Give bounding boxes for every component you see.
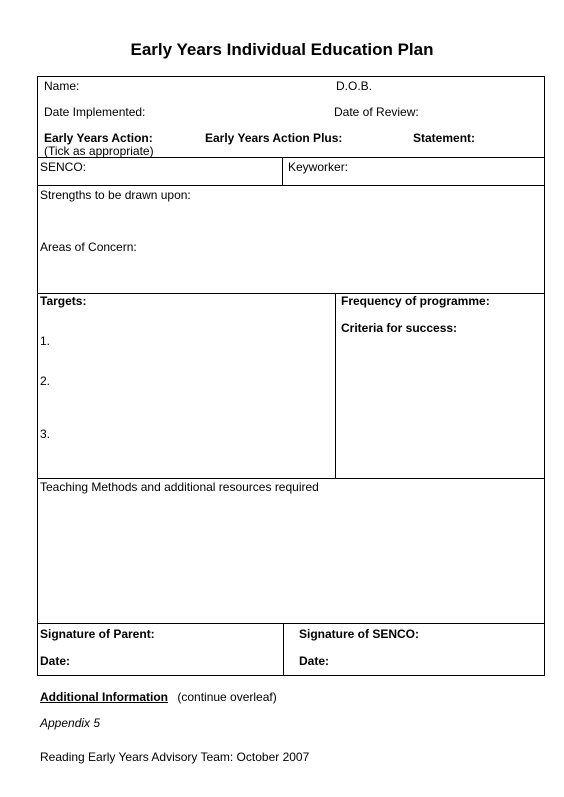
early-years-action-checkbox-label[interactable]: Early Years Action: — [44, 131, 153, 145]
additional-info-label: Additional Information — [40, 690, 168, 704]
teaching-label: Teaching Methods and additional resources required — [40, 480, 319, 494]
target-item-1: 1. — [40, 334, 51, 348]
additional-info-line — [40, 690, 277, 704]
page-title: Early Years Individual Education Plan — [130, 40, 434, 59]
concerns-field[interactable] — [38, 255, 543, 292]
name-label: Name: — [44, 79, 80, 93]
team-credit: Reading Early Years Advisory Team: October 2007 — [40, 750, 310, 764]
dob-label: D.O.B. — [336, 79, 373, 93]
parent-signature-field[interactable] — [160, 624, 281, 646]
keyworker-label: Keyworker: — [288, 160, 349, 174]
continue-note: (continue overleaf) — [177, 690, 277, 704]
criteria-field[interactable] — [337, 336, 543, 477]
target-3-field[interactable] — [55, 423, 333, 445]
target-2-field[interactable] — [55, 370, 333, 392]
senco-field[interactable] — [38, 158, 281, 185]
early-years-action-plus-checkbox-label[interactable]: Early Years Action Plus: — [205, 131, 343, 145]
staff-row-divider — [282, 157, 283, 186]
name-field[interactable] — [82, 77, 327, 93]
keyworker-field[interactable] — [284, 158, 543, 185]
senco-date-label: Date: — [299, 654, 330, 668]
concerns-label: Areas of Concern: — [40, 240, 137, 254]
parent-date-field[interactable] — [75, 650, 281, 674]
dob-field[interactable] — [372, 77, 542, 93]
target-item-2: 2. — [40, 374, 51, 388]
senco-date-field[interactable] — [334, 650, 543, 674]
teaching-field[interactable] — [38, 496, 543, 622]
appendix-label: Appendix 5 — [40, 716, 101, 730]
senco-signature-label: Signature of SENCO: — [299, 627, 420, 641]
targets-divider — [335, 293, 336, 479]
strengths-field[interactable] — [38, 203, 543, 235]
date-implemented-label: Date Implemented: — [44, 105, 146, 119]
statement-checkbox-label[interactable]: Statement: — [413, 131, 476, 145]
date-of-review-field[interactable] — [418, 103, 542, 119]
parent-date-label: Date: — [40, 654, 71, 668]
criteria-label: Criteria for success: — [341, 321, 458, 335]
target-item-3: 3. — [40, 427, 51, 441]
parent-signature-label: Signature of Parent: — [40, 627, 155, 641]
date-of-review-label: Date of Review: — [334, 105, 419, 119]
senco-label: SENCO: — [40, 160, 87, 174]
senco-signature-field[interactable] — [415, 624, 543, 646]
signature-divider — [283, 623, 284, 676]
frequency-label: Frequency of programme: — [341, 294, 490, 308]
targets-label: Targets: — [40, 294, 87, 308]
frequency-field[interactable] — [337, 309, 543, 321]
tick-note: (Tick as appropriate) — [44, 144, 154, 158]
date-implemented-field[interactable] — [142, 103, 327, 119]
target-1-field[interactable] — [55, 330, 333, 352]
strengths-label: Strengths to be drawn upon: — [40, 188, 191, 202]
